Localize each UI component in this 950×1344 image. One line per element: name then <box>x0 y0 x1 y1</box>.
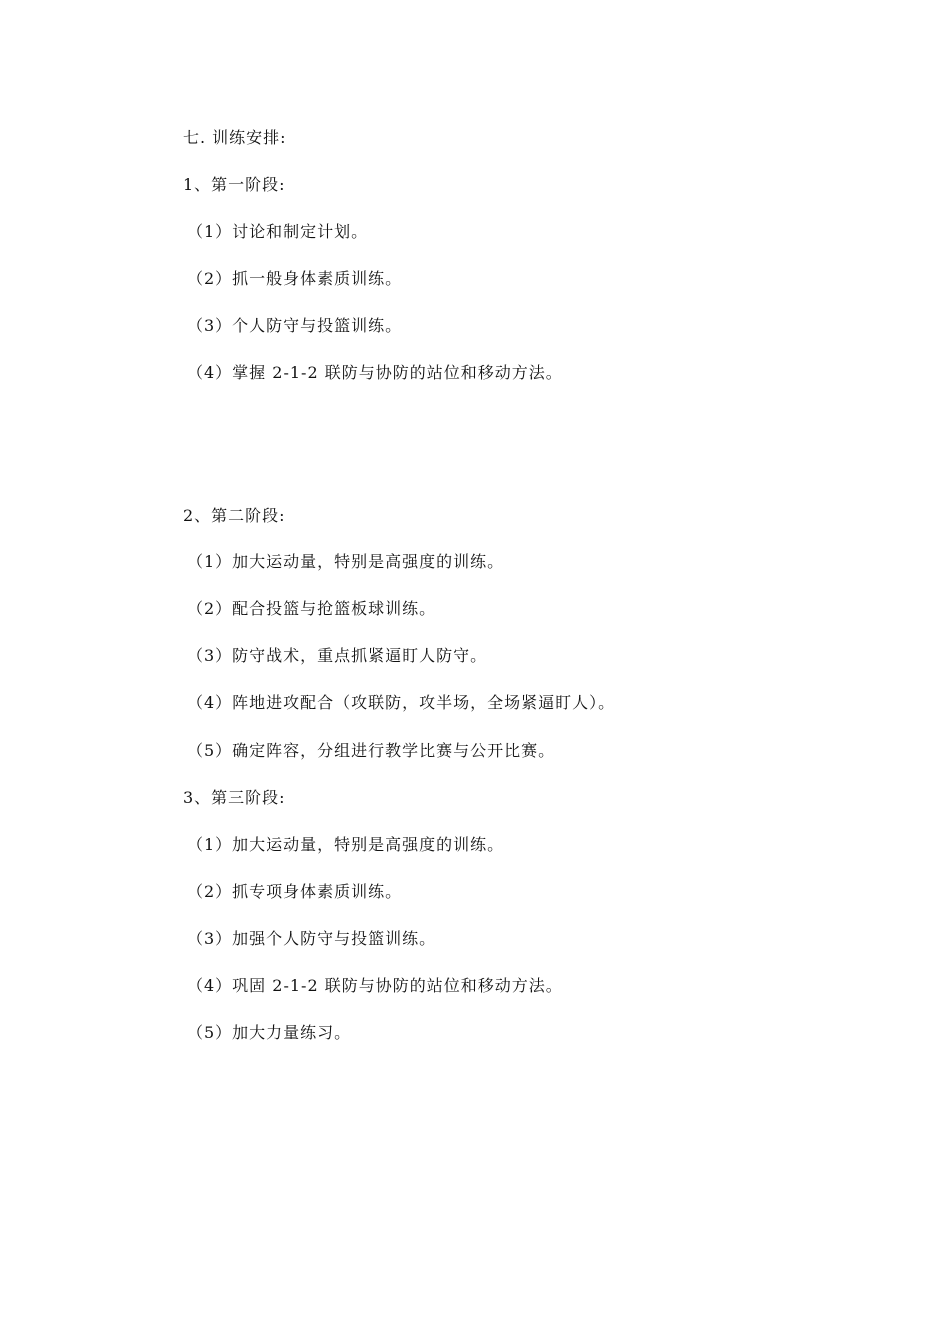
stage-3-item: （3）加强个人防守与投篮训练。 <box>187 929 437 948</box>
stage-3-item: （2）抓专项身体素质训练。 <box>187 882 403 901</box>
stage-2-heading: 2、第二阶段: <box>183 506 286 525</box>
stage-3-heading: 3、第三阶段: <box>183 788 286 807</box>
stage-2-item: （2）配合投篮与抢篮板球训练。 <box>187 599 437 618</box>
stage-1-item: （2）抓一般身体素质训练。 <box>187 269 403 288</box>
stage-2-item: （5）确定阵容，分组进行教学比赛与公开比赛。 <box>187 741 556 760</box>
stage-2-item: （1）加大运动量，特别是高强度的训练。 <box>187 552 505 571</box>
stage-1-item: （1）讨论和制定计划。 <box>187 222 369 241</box>
stage-3-item: （1）加大运动量，特别是高强度的训练。 <box>187 835 505 854</box>
stage-1-item: （3）个人防守与投篮训练。 <box>187 316 403 335</box>
stage-3-item: （4）巩固 2-1-2 联防与协防的站位和移动方法。 <box>187 976 563 995</box>
section-title: 七. 训练安排: <box>183 128 287 147</box>
stage-1-item: （4）掌握 2-1-2 联防与协防的站位和移动方法。 <box>187 363 563 382</box>
stage-1-heading: 1、第一阶段: <box>183 175 286 194</box>
stage-2-item: （4）阵地进攻配合（攻联防，攻半场，全场紧逼盯人）。 <box>187 693 616 712</box>
stage-3-item: （5）加大力量练习。 <box>187 1023 352 1042</box>
stage-2-item: （3）防守战术，重点抓紧逼盯人防守。 <box>187 646 488 665</box>
